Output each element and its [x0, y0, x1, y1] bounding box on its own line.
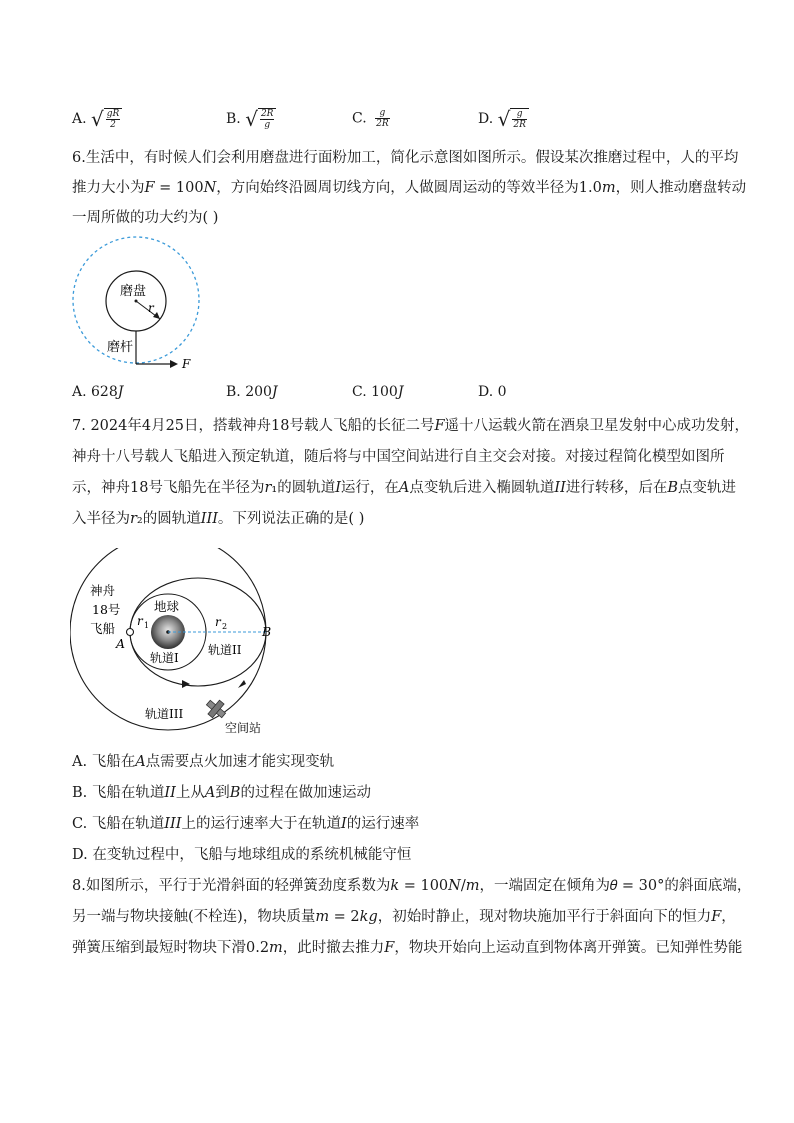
q5-option-c[interactable] [352, 108, 390, 129]
q6-text-line-1: 6.生活中，有时候人们会利用磨盘进行面粉加工，简化示意图如图所示。假设某次推磨过程中，人的平均 [72, 150, 739, 166]
q6-option-d[interactable]: D. 0 [478, 384, 507, 400]
sqrt-sign: √ [91, 107, 104, 131]
force-label: F [182, 357, 191, 371]
space-station-icon [203, 696, 230, 723]
q7-text-line-3: 示，神舟18号飞船先在半径为𝑟₁的圆轨道𝐼运行，在𝐴点变轨后进入椭圆轨道𝐼𝐼进行转移，后在𝐵点变轨进 [72, 480, 737, 496]
q8-text-line-1: 8.如图所示，平行于光滑斜面的轻弹簧劲度系数为𝑘 = 100𝑁/𝑚，一端固定在倾角为𝜃 = 30°的斜面底端， [72, 878, 752, 894]
q6-option-a[interactable]: A. 628𝐽 [72, 384, 124, 400]
q7-text-line-4: 入半径为𝑟₂的圆轨道𝐼𝐼𝐼。下列说法正确的是( ) [72, 511, 365, 527]
point-b-label: B [262, 624, 272, 639]
force-arrowhead [170, 360, 178, 368]
option-label: D. [478, 111, 494, 127]
q7-option-b[interactable]: B. 飞船在轨道𝐼𝐼上从𝐴到𝐵的过程在做加速运动 [72, 785, 371, 801]
sqrt-sign: √ [245, 107, 258, 131]
q7-option-a[interactable]: A. 飞船在𝐴点需要点火加速才能实现变轨 [72, 754, 335, 770]
orbit-3-label: 轨道III [145, 707, 184, 721]
q8-text-line-3: 弹簧压缩到最短时物块下滑0.2𝑚，此时撤去推力𝐹，物块开始向上运动直到物体离开弹簧。已知弹性势能 [72, 940, 743, 956]
point-a-label: A [116, 636, 126, 651]
q8-text-line-2: 另一端与物块接触(不栓连)，物块质量𝑚 = 2𝑘𝑔，初始时静止，现对物块施加平行于斜面向下的恒力𝐹， [72, 909, 736, 925]
q7-text-line-1: 7. 2024年4月25日，搭载神舟18号载人飞船的长征二号𝐹遥十八运载火箭在酒泉卫星发射中心成功发射， [72, 418, 750, 434]
r2-subscript: 2 [222, 622, 228, 631]
millstone-figure [70, 234, 210, 376]
ship-label-3: 飞船 [90, 621, 116, 636]
r1-label: r [137, 614, 143, 628]
q6-option-b[interactable]: B. 200𝐽 [226, 384, 278, 400]
q7-option-d[interactable]: D. 在变轨过程中，飞船与地球组成的系统机械能守恒 [72, 847, 412, 863]
space-station-label: 空间站 [225, 721, 262, 735]
sqrt-expression [498, 108, 529, 130]
q5-option-d[interactable] [478, 108, 529, 130]
rod-label: 磨杆 [107, 340, 134, 355]
spacecraft-point-a [127, 629, 134, 636]
radius-label: r [148, 301, 154, 315]
sqrt-expression [91, 108, 122, 130]
orbit-3-direction-arrow [238, 680, 246, 688]
orbit-2-label: 轨道II [208, 643, 242, 657]
q7-text-line-2: 神舟十八号载人飞船进入预定轨道，随后将与中国空间站进行自主交会对接。对接过程简化模型如图所 [72, 449, 725, 465]
option-label: C. [352, 110, 367, 127]
numerator: gR [106, 109, 120, 119]
q6-option-c[interactable]: C. 100𝐽 [352, 384, 404, 400]
denominator: 2R [513, 120, 526, 130]
orbit-1-label: 轨道I [150, 651, 179, 665]
q6-text-line-2: 推力大小为𝐹 = 100𝑁，方向始终沿圆周切线方向，人做圆周运动的等效半径为1.0𝑚，则人推动磨盘转动 [72, 180, 747, 196]
denominator: 2 [110, 120, 116, 130]
sqrt-sign: √ [497, 107, 511, 131]
denominator: g [264, 120, 271, 130]
option-label: B. [226, 111, 241, 127]
ship-label-1: 神舟 [90, 583, 116, 598]
option-label: A. [72, 111, 87, 127]
numerator: g [512, 109, 527, 120]
orbit-figure [70, 548, 285, 738]
q5-option-b[interactable] [226, 108, 276, 130]
millstone-label: 磨盘 [120, 284, 147, 299]
ship-label-2: 18号 [92, 602, 121, 617]
radius-arrowhead [153, 312, 160, 319]
q7-option-c[interactable]: C. 飞船在轨道𝐼𝐼𝐼上的运行速率大于在轨道𝐼的运行速率 [72, 816, 420, 832]
earth-label: 地球 [154, 599, 180, 614]
orbit-2-direction-arrow [182, 680, 190, 688]
sqrt-expression [245, 108, 276, 130]
numerator: g [375, 108, 390, 119]
denominator: 2R [376, 119, 389, 129]
q6-text-line-3: 一周所做的功大约为( ) [72, 210, 219, 226]
numerator: 2R [260, 109, 274, 119]
q5-option-a[interactable] [72, 108, 122, 130]
r2-label: r [215, 615, 221, 629]
r1-subscript: 1 [144, 621, 150, 630]
